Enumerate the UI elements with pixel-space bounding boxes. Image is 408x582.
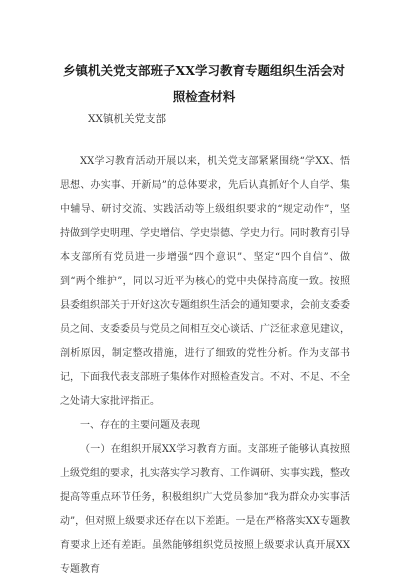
intro-paragraph: XX学习教育活动开展以来，机关党支部紧紧围绕“学XX、悟思想、办实事、开新局”的总体要求，先后认真抓好个人自学、集中辅导、研讨交流、实践活动等上级组织要求的“规定动作”，坚持做到学史明理、学史增信、学史崇德、学史力行。同时教育引导本支部所有党员进一步增强“四个意识”、坚定“四个自信”、做到“两个维护”，同以习近平为核心的党中央保持高度一致。按照县委组织部关于开好这次专题组织生活会的通知要求，会前支委委员之间、支委委员与党员之间相互交心谈话、广泛征求意见建议，剖析原因，制定整改措施，进行了细致的党性分析。作为支部书记，下面我代表支部班子集体作对照检查发言。不对、不足、不全之处请大家批评指正。 [60, 156, 350, 407]
section-heading: 一、存在的主要问题及表现 [80, 420, 200, 431]
section-paragraph: （一）在组织开展XX学习教育方面。支部班子能够认真按照上级党组的要求，扎实落实学习教育、工作调研、实事实践，整改提高等重点环节任务，积极组织广大党员参加“我为群众办实事活动”，但对照上级要求还存在以下差距。一是在严格落实XX专题教育要求上还有差距。虽然能够组织党员按照上级要求认真开展XX专题教育 [60, 444, 350, 575]
organization-name: XX镇机关党支部 [88, 113, 166, 125]
document-title: 乡镇机关党支部班子XX学习教育专题组织生活会对照检查材料 [63, 63, 345, 104]
document-body [60, 150, 350, 582]
